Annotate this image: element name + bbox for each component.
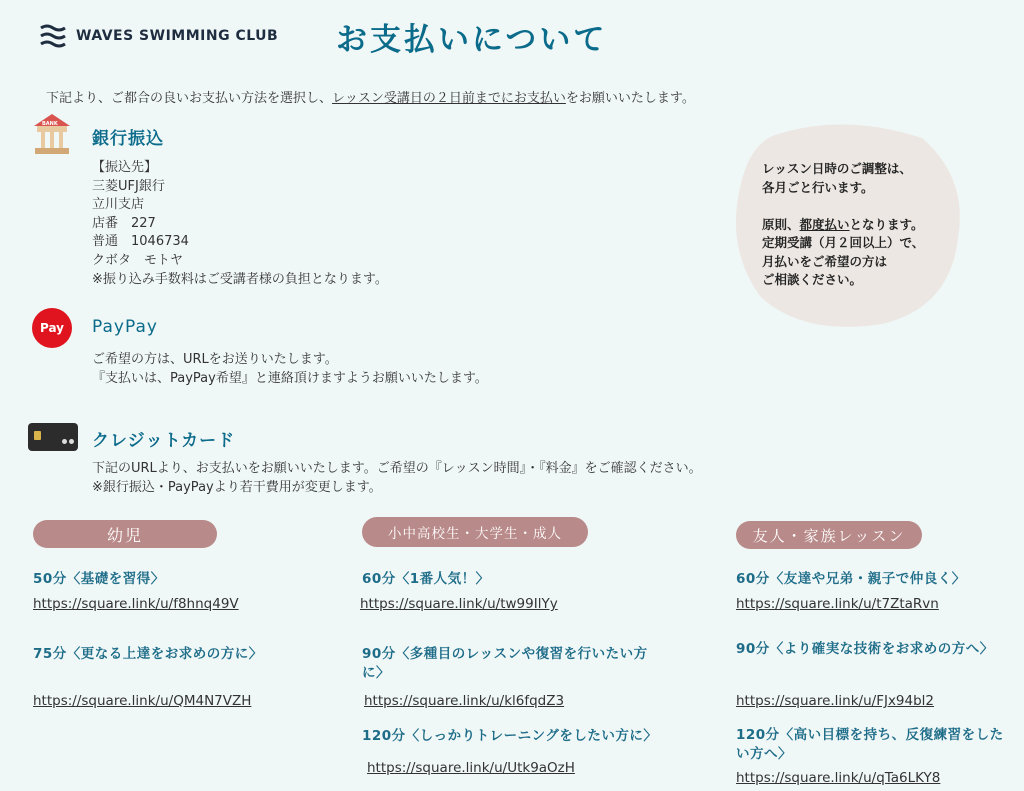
note-line3-before: 原則、	[762, 216, 800, 232]
category-pill-friends-family: 友人・家族レッスン	[736, 521, 922, 549]
note-line: 月払いをご希望の方は	[762, 253, 888, 269]
bank-icon-label: BANK	[42, 121, 58, 127]
bank-line: 立川支店	[92, 197, 145, 213]
bank-icon	[32, 112, 72, 156]
brand-name: WAVES SWIMMING CLUB	[76, 28, 279, 44]
lesson-link[interactable]: https://square.link/u/kl6fqdZ3	[364, 693, 565, 709]
club-logo	[40, 24, 278, 48]
note-line: 定期受講（月２回以上）で、	[762, 235, 925, 250]
bank-line: 【振込先】	[92, 160, 158, 175]
category-pill-students-adults: 小中高校生・大学生・成人	[362, 517, 588, 547]
lesson-label: 50分〈基礎を習得〉	[33, 571, 165, 587]
bank-line: 普通 1046734	[92, 234, 189, 250]
waves-icon	[40, 24, 66, 48]
bank-title: 銀行振込	[92, 129, 164, 149]
paypay-line: 『支払いは、PayPay希望』と連絡頂けますようお願いいたします。	[92, 370, 488, 386]
lesson-link[interactable]: https://square.link/u/FJx94bl2	[736, 693, 935, 709]
credit-card-icon	[28, 423, 78, 451]
paypay-title: PayPay	[92, 317, 158, 337]
note-line: レッスン日時のご調整は、	[762, 161, 912, 176]
payment-note	[762, 160, 924, 290]
intro-underlined: レッスン受講日の２日前までにお支払い	[332, 91, 566, 106]
paypay-line: ご希望の方は、URLをお送りいたします。	[92, 352, 338, 367]
lesson-link[interactable]: https://square.link/u/Utk9aOzH	[367, 760, 575, 776]
lesson-label: 60分〈友達や兄弟・親子で仲良く〉	[736, 571, 966, 587]
lesson-label: 75分〈更なる上達をお求めの方に〉	[33, 646, 263, 662]
lesson-link[interactable]: https://square.link/u/QM4N7VZH	[33, 693, 252, 709]
intro-before: 下記より、ご都合の良いお支払い方法を選択し、	[46, 91, 333, 106]
lesson-label: 60分〈1番人気！〉	[362, 571, 490, 587]
paypay-icon	[32, 308, 72, 348]
intro-text	[46, 87, 695, 106]
credit-line: ※銀行振込・PayPayより若干費用が変更します。	[92, 479, 382, 495]
intro-after: をお願いいたします。	[565, 91, 695, 106]
lesson-link[interactable]: https://square.link/u/t7ZtaRvn	[736, 596, 939, 612]
bank-line: 三菱UFJ銀行	[92, 178, 165, 194]
lesson-link[interactable]: https://square.link/u/qTa6LKY8	[736, 770, 941, 786]
category-pill-kids: 幼児	[33, 520, 217, 548]
paypay-details	[92, 351, 488, 388]
lesson-label: 90分〈多種目のレッスンや復習を行いたい方に〉	[362, 646, 648, 681]
paypay-icon-label: Pay	[39, 321, 65, 335]
note-line3-after: となります。	[849, 216, 924, 232]
note-line: ご相談ください。	[762, 272, 863, 287]
lesson-link[interactable]: https://square.link/u/f8hnq49V	[33, 596, 239, 612]
note-line3-underlined: 都度払い	[799, 216, 850, 232]
lesson-label: 120分〈高い目標を持ち、反復練習をしたい方へ〉	[736, 727, 1004, 762]
bank-line: 店番 227	[92, 215, 156, 231]
lesson-link[interactable]: https://square.link/u/tw99IlYy	[360, 596, 558, 612]
lesson-label: 120分〈しっかりトレーニングをしたい方に〉	[362, 728, 658, 744]
credit-details	[92, 460, 702, 497]
note-line	[762, 216, 924, 235]
lesson-label: 90分〈より確実な技術をお求めの方へ〉	[736, 641, 994, 657]
bank-details	[92, 159, 388, 289]
note-line: 各月ごと行います。	[762, 179, 874, 195]
bank-line: クボタ モトヤ	[92, 252, 184, 268]
page-title: お支払いについて	[336, 22, 608, 58]
credit-line: 下記のURLより、お支払いをお願いいたします。ご希望の『レッスン時間』・『料金』をご確認ください。	[92, 461, 702, 476]
bank-line: ※振り込み手数料はご受講者様の負担となります。	[92, 271, 388, 287]
credit-title: クレジットカード	[92, 431, 236, 451]
